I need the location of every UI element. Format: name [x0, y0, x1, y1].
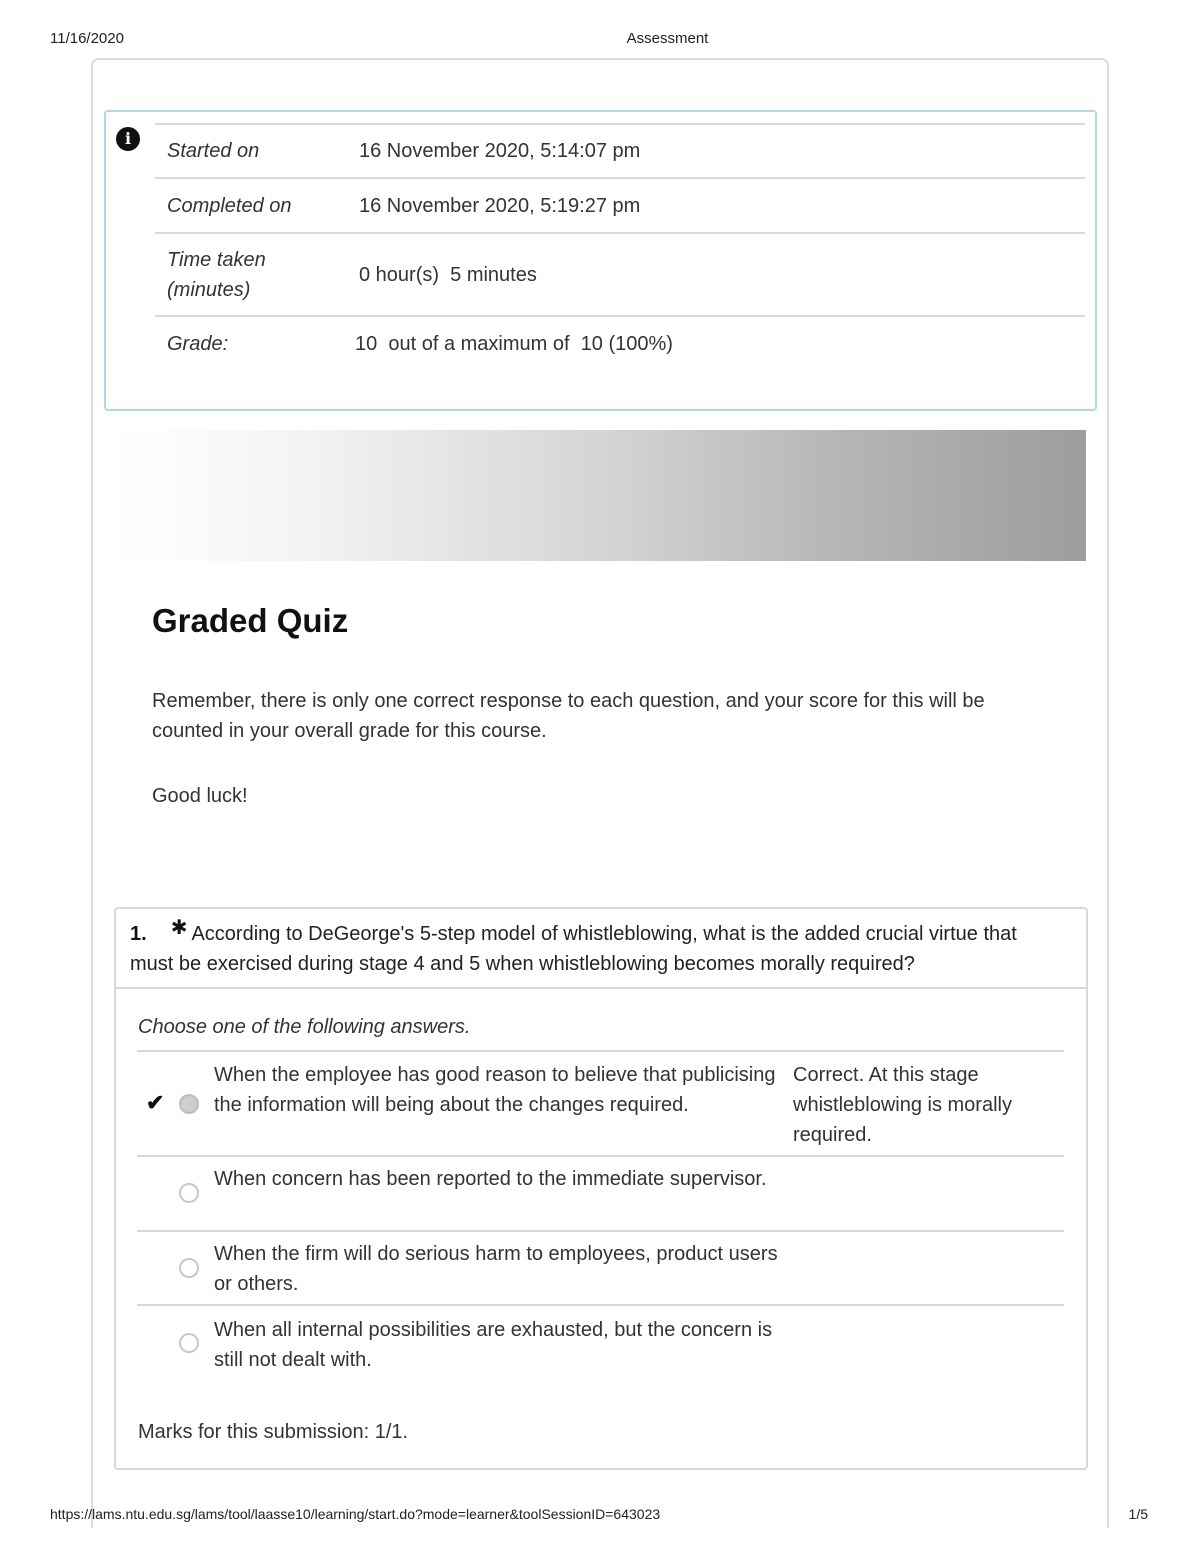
print-footer-url: https://lams.ntu.edu.sg/lams/tool/laasse10/learning/start.do?mode=learner&toolSessionID=643023: [50, 1506, 661, 1522]
option-divider: [137, 1155, 1064, 1157]
completed-value: 16 November 2020, 5:19:27 pm: [359, 195, 641, 217]
option-1-feedback: Correct. At this stage whistleblowing is morally required.: [793, 1064, 1012, 1146]
summary-divider: [155, 315, 1085, 317]
started-label: Started on: [167, 140, 260, 162]
summary-divider: [155, 177, 1085, 179]
marks-for-submission: Marks for this submission: 1/1.: [138, 1421, 409, 1443]
print-page-number: 1/5: [1128, 1506, 1148, 1522]
print-date: 11/16/2020: [50, 30, 124, 47]
print-title: Assessment: [626, 30, 709, 47]
info-icon: i: [116, 127, 140, 151]
grade-label: Grade:: [167, 333, 229, 355]
option-divider: [137, 1050, 1064, 1052]
time-taken-label-line1: Time taken: [167, 249, 266, 271]
asterisk-icon: ✱: [170, 917, 188, 939]
quiz-good-luck: Good luck!: [152, 785, 248, 807]
option-divider: [137, 1304, 1064, 1306]
summary-divider: [155, 232, 1085, 234]
summary-divider: [155, 123, 1085, 125]
banner-image: [115, 430, 1086, 561]
quiz-title: Graded Quiz: [152, 602, 349, 639]
time-taken-label: [167, 245, 266, 305]
question-text: According to DeGeorge's 5-step model of whistleblowing, what is the added crucial virtue that must be exercised during stage 4 and 5 when whistleblowing becomes morally required?: [130, 923, 1017, 975]
question-text-block: [130, 919, 1065, 979]
checkmark-icon: ✔: [146, 1090, 165, 1115]
answer-instruction: Choose one of the following answers.: [138, 1016, 471, 1038]
option-4-radio[interactable]: [179, 1333, 199, 1353]
time-taken-value: 0 hour(s) 5 minutes: [359, 264, 537, 286]
grade-value: 10 out of a maximum of 10 (100%): [355, 333, 673, 355]
time-taken-label-line2: (minutes): [167, 279, 251, 301]
option-1-text: When the employee has good reason to believe that publicising the information will being about the changes required.: [214, 1064, 776, 1116]
question-number: 1.: [130, 923, 147, 945]
option-2-radio[interactable]: [179, 1183, 199, 1203]
option-divider: [137, 1230, 1064, 1232]
started-value: 16 November 2020, 5:14:07 pm: [359, 140, 641, 162]
option-1-radio[interactable]: [179, 1094, 199, 1114]
option-3-radio[interactable]: [179, 1258, 199, 1278]
option-4-text: When all internal possibilities are exhausted, but the concern is still not dealt with.: [214, 1319, 773, 1371]
question-header-divider: [116, 987, 1086, 989]
quiz-intro: Remember, there is only one correct response to each question, and your score for this will be counted in your overall grade for this course.: [152, 690, 985, 742]
option-2-text: When concern has been reported to the immediate supervisor.: [214, 1168, 767, 1190]
option-3-text: When the firm will do serious harm to employees, product users or others.: [214, 1243, 778, 1295]
completed-label: Completed on: [167, 195, 292, 217]
